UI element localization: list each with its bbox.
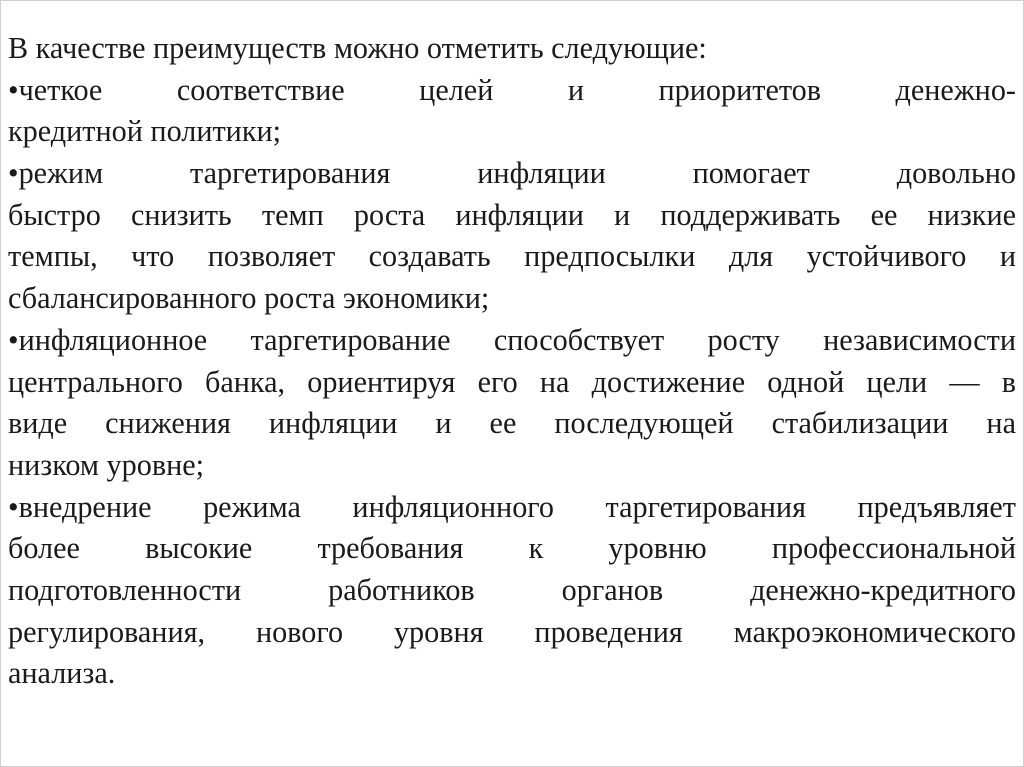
bullet-3-line-3: виде снижения инфляции и ее последующей стабилизации на xyxy=(8,406,1016,441)
bullet-2-line-2: быстро снизить темп роста инфляции и поддерживать ее низкие xyxy=(8,197,1016,232)
slide-body-text xyxy=(8,28,1016,695)
bullet-3-line-4: низком уровне; xyxy=(8,447,205,482)
page-border-top xyxy=(0,0,1024,1)
bullet-2-line-4: сбалансированного роста экономики; xyxy=(8,281,490,316)
bullet-2-line-3: темпы, что позволяет создавать предпосылки для устойчивого и xyxy=(8,239,1016,274)
bullet-3-line-2: центрального банка, ориентируя его на достижение одной цели — в xyxy=(8,364,1016,399)
bullet-3-line-1: •инфляционное таргетирование способствует росту независимости xyxy=(8,322,1016,357)
bullet-1-line-1: •четкое соответствие целей и приоритетов денежно- xyxy=(8,72,1016,107)
page-border-left xyxy=(0,0,1,767)
bullet-1-line-2: кредитной политики; xyxy=(8,114,282,149)
bullet-4-line-4: регулирования, нового уровня проведения макроэкономического xyxy=(8,614,1016,649)
intro-line: В качестве преимуществ можно отметить следующие: xyxy=(8,31,707,65)
bullet-2-line-1: •режим таргетирования инфляции помогает довольно xyxy=(8,156,1016,191)
bullet-4-line-2: более высокие требования к уровню профессиональной xyxy=(8,531,1016,566)
bullet-4-line-5: анализа. xyxy=(8,656,116,691)
bullet-4-line-3: подготовленности работников органов денежно-кредитного xyxy=(8,572,1016,607)
bullet-4-line-1: •внедрение режима инфляционного таргетирования предъявляет xyxy=(8,489,1016,524)
